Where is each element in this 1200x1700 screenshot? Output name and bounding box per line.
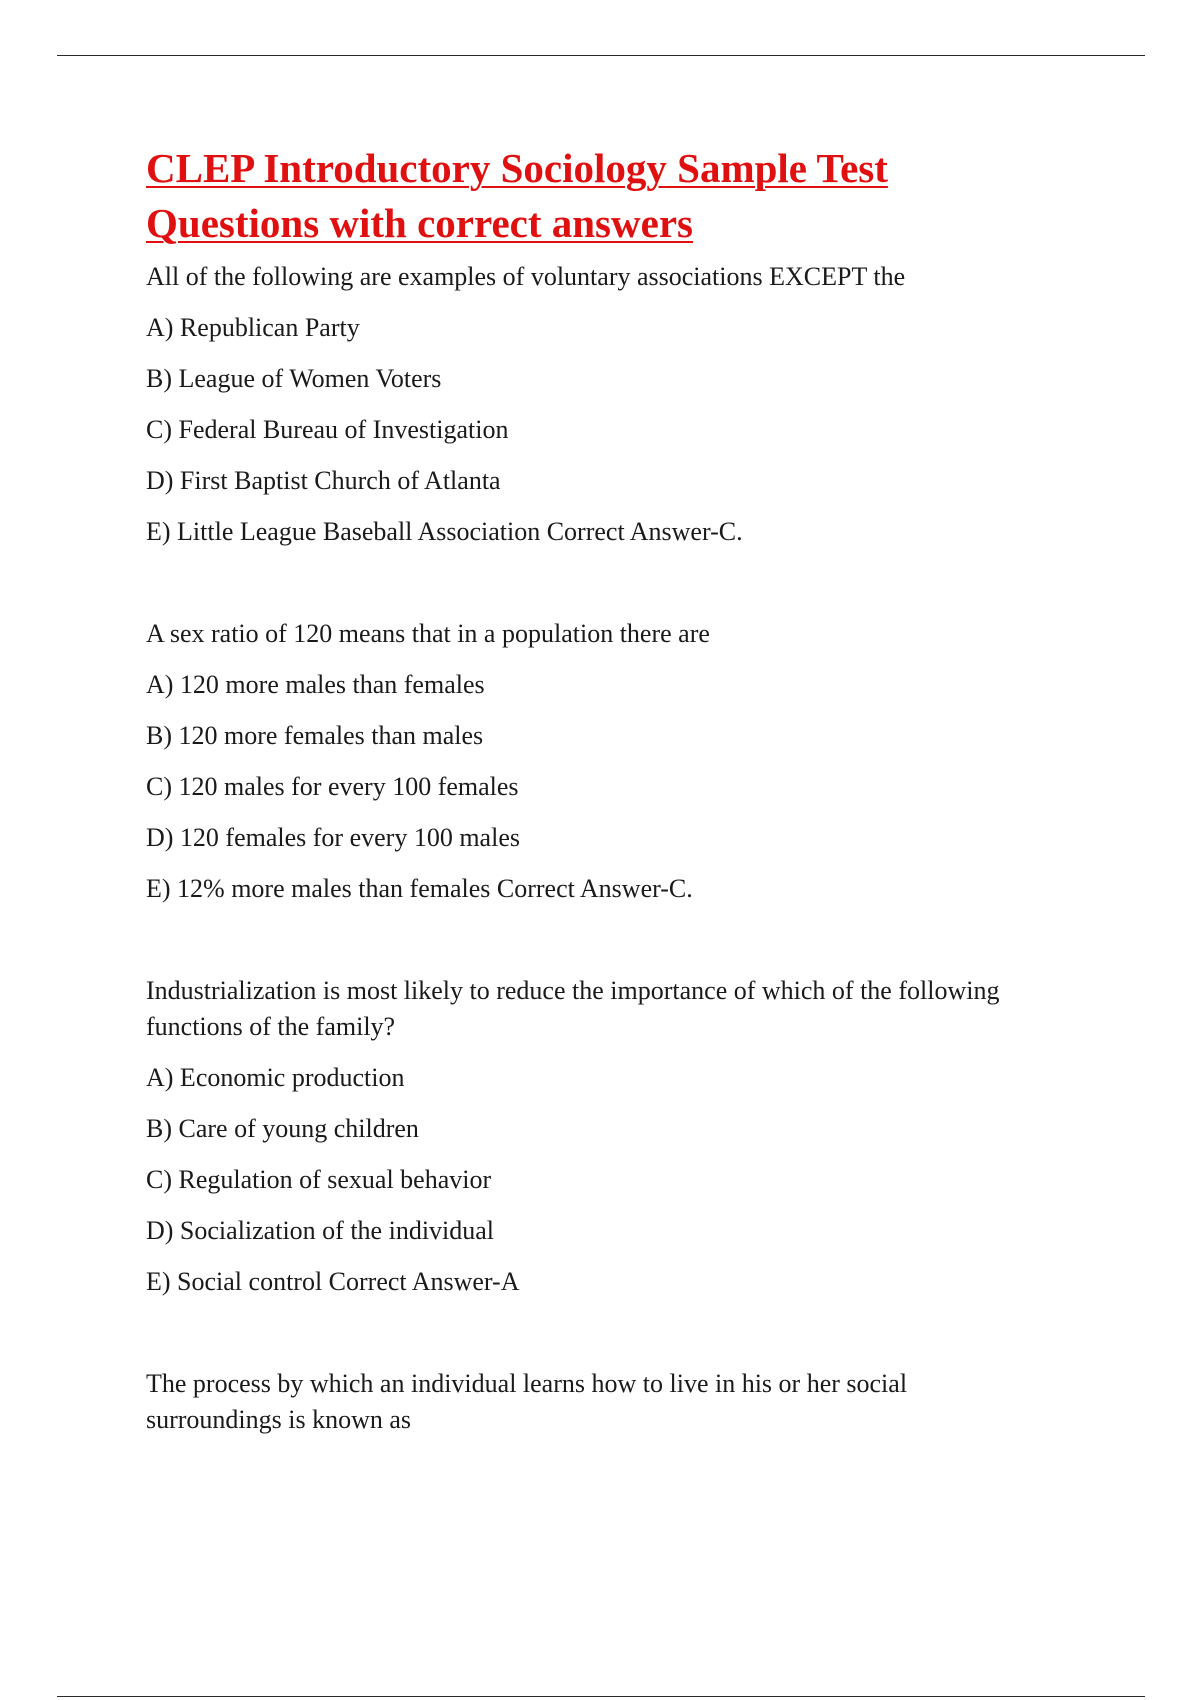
option-a: A) Economic production: [146, 1063, 405, 1092]
option-c: C) Federal Bureau of Investigation: [146, 415, 509, 444]
option-a: A) Republican Party: [146, 313, 360, 342]
question-text: A sex ratio of 120 means that in a population there are: [146, 619, 710, 648]
question-text-line-1: Industrialization is most likely to reduce the importance of which of the following: [146, 976, 1000, 1005]
header-rule: [57, 55, 1145, 56]
question-text: [146, 1366, 1106, 1438]
document-title: [146, 141, 1106, 251]
option-b: B) Care of young children: [146, 1114, 419, 1143]
option-e: E) 12% more males than females Correct Answer-C.: [146, 874, 693, 903]
question-text: [146, 973, 1106, 1045]
question-1: [146, 259, 1106, 550]
option-d: D) First Baptist Church of Atlanta: [146, 466, 501, 495]
option-d: D) 120 females for every 100 males: [146, 823, 520, 852]
option-c: C) 120 males for every 100 females: [146, 772, 519, 801]
question-4: [146, 1366, 1106, 1438]
option-b: B) League of Women Voters: [146, 364, 442, 393]
option-a: A) 120 more males than females: [146, 670, 485, 699]
option-c: C) Regulation of sexual behavior: [146, 1165, 492, 1194]
title-line-2: Questions with correct answers: [146, 200, 693, 246]
question-text-line-2: functions of the family?: [146, 1012, 396, 1041]
option-b: B) 120 more females than males: [146, 721, 484, 750]
question-2: [146, 616, 1106, 907]
title-line-1: CLEP Introductory Sociology Sample Test: [146, 145, 888, 191]
option-e: E) Social control Correct Answer-A: [146, 1267, 520, 1296]
question-text-line-2: surroundings is known as: [146, 1405, 412, 1434]
footer-rule: [57, 1696, 1145, 1697]
question-3: [146, 973, 1106, 1300]
question-text: All of the following are examples of voluntary associations EXCEPT the: [146, 262, 906, 291]
option-e: E) Little League Baseball Association Correct Answer-C.: [146, 517, 743, 546]
document-body: [146, 141, 1106, 1504]
option-d: D) Socialization of the individual: [146, 1216, 495, 1245]
question-text-line-1: The process by which an individual learns how to live in his or her social: [146, 1369, 908, 1398]
